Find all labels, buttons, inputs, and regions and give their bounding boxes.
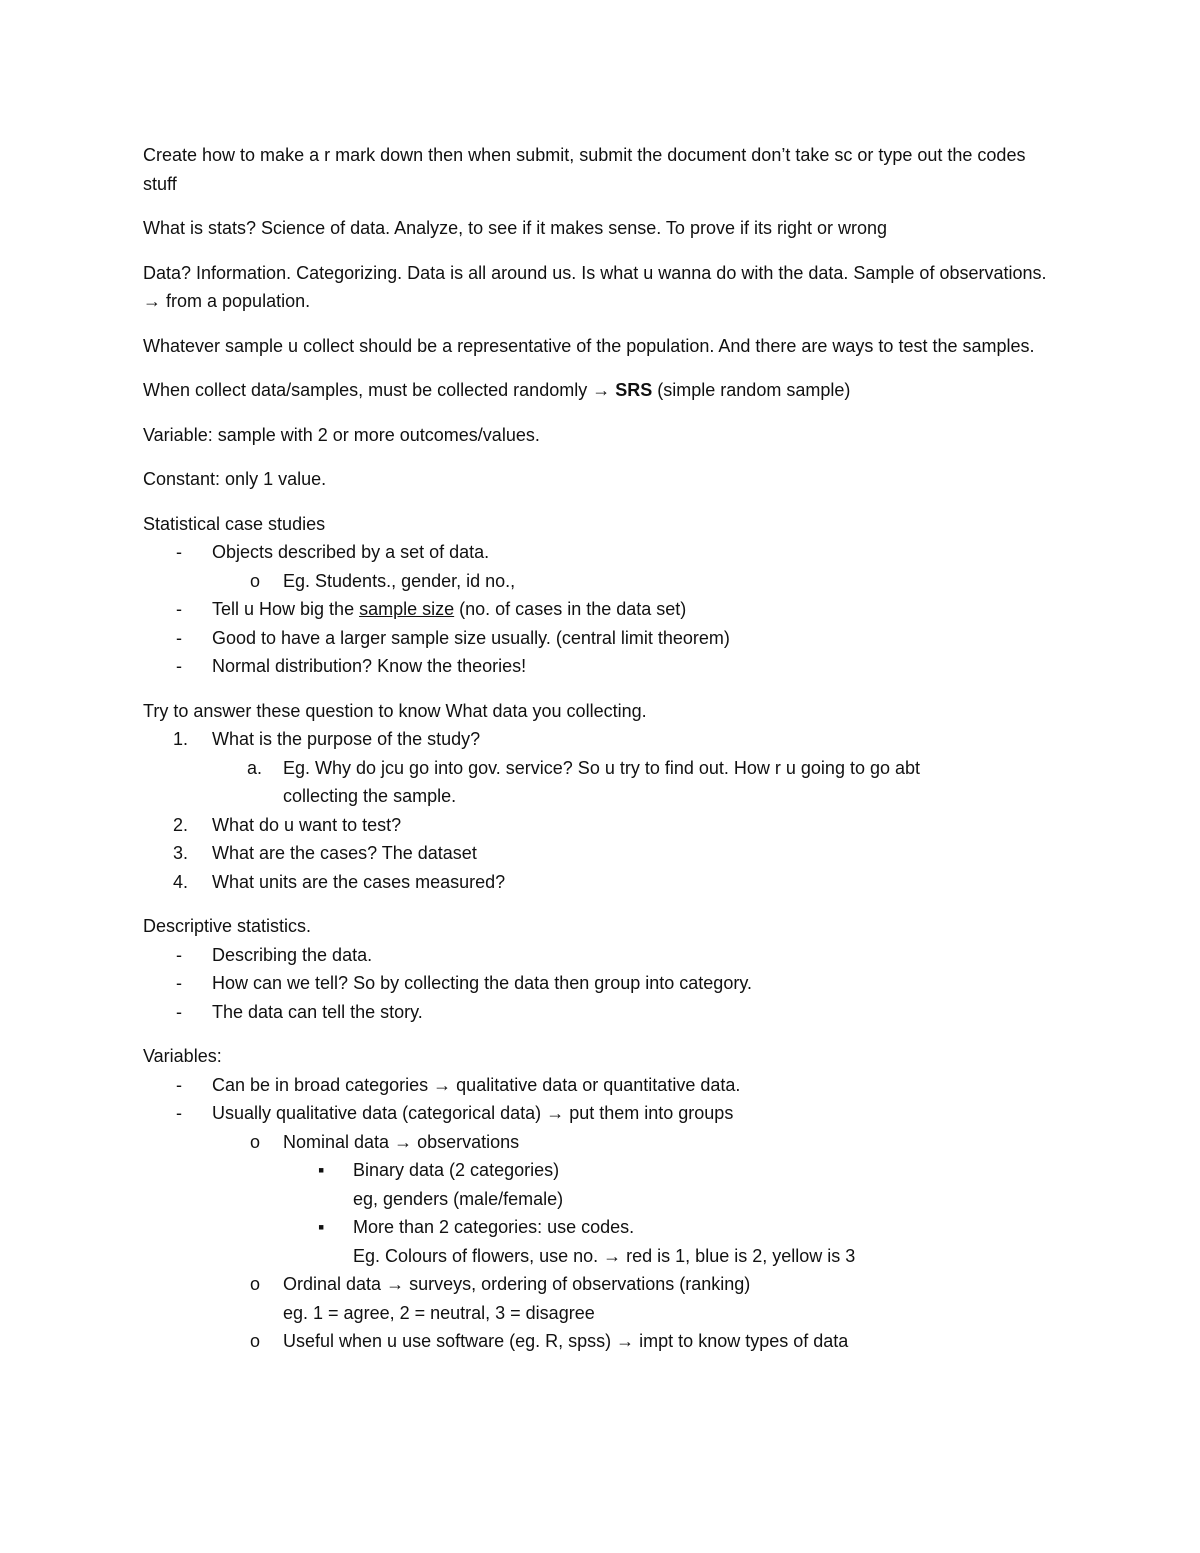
arrow-right-icon: → bbox=[386, 1274, 405, 1294]
dash-bullet-icon: - bbox=[176, 599, 182, 619]
list-item-text: put them into groups bbox=[569, 1103, 734, 1123]
list-item-text: surveys, ordering of observations (ranking) bbox=[409, 1274, 751, 1294]
list-item-text: Usually qualitative data (categorical data) bbox=[212, 1103, 542, 1123]
list-item-text: Normal distribution? Know the theories! bbox=[212, 656, 527, 676]
text: (simple random sample) bbox=[657, 380, 851, 400]
paragraph-rmarkdown-note: Create how to make a r mark down then when submit, submit the document don’t take sc or type out the codes stuff bbox=[143, 145, 1026, 194]
list-item-text: Good to have a larger sample size usually. (central limit theorem) bbox=[212, 627, 730, 648]
document-body bbox=[143, 141, 1063, 1356]
paragraph-what-is-stats: What is stats? Science of data. Analyze, to see if it makes sense. To prove if its right or wrong bbox=[143, 218, 888, 238]
list-item bbox=[143, 941, 1063, 970]
list-item bbox=[143, 1156, 1063, 1185]
heading-questions: Try to answer these question to know What data you collecting. bbox=[143, 700, 647, 721]
list-item-text: Tell u How big the bbox=[212, 599, 355, 619]
list-item bbox=[143, 567, 1063, 596]
list-item bbox=[143, 538, 1063, 567]
list-item-continuation: collecting the sample. bbox=[283, 786, 457, 806]
list-item bbox=[143, 725, 1063, 754]
list-item-text: More than 2 categories: use codes. bbox=[353, 1217, 635, 1237]
list-item bbox=[143, 868, 1063, 897]
list-item-continuation: eg, genders (male/female) bbox=[353, 1188, 564, 1209]
list-item-text: What units are the cases measured? bbox=[212, 871, 506, 892]
dash-bullet-icon: - bbox=[176, 973, 182, 993]
list-item-text: Useful when u use software (eg. R, spss) bbox=[283, 1331, 612, 1351]
list-item-text: red is 1, blue is 2, yellow is 3 bbox=[626, 1245, 856, 1266]
circle-bullet-icon: o bbox=[250, 1274, 261, 1294]
list-number: 4. bbox=[173, 871, 189, 892]
list-item bbox=[143, 1327, 1063, 1356]
paragraph-representative-sample: Whatever sample u collect should be a representative of the population. And there are ways to test the samples. bbox=[143, 335, 1035, 356]
list-item-text: impt to know types of data bbox=[639, 1331, 849, 1351]
list-item-text: observations bbox=[417, 1131, 520, 1152]
paragraph-variable-definition: Variable: sample with 2 or more outcomes/values. bbox=[143, 424, 540, 445]
dash-bullet-icon: - bbox=[176, 1001, 182, 1022]
list-item bbox=[143, 754, 1063, 783]
bold-term-srs: SRS bbox=[615, 380, 653, 400]
circle-bullet-icon: o bbox=[250, 1331, 261, 1351]
paragraph-data-definition bbox=[143, 259, 1063, 316]
list-item-text: (no. of cases in the data set) bbox=[459, 599, 687, 619]
list-item-text: The data can tell the story. bbox=[212, 1001, 423, 1022]
list-item-text: qualitative data or quantitative data. bbox=[456, 1074, 741, 1095]
list-number: 3. bbox=[173, 843, 189, 863]
arrow-right-icon: → bbox=[546, 1103, 565, 1123]
arrow-right-icon: → bbox=[592, 380, 611, 400]
arrow-right-icon: → bbox=[433, 1074, 452, 1095]
list-item bbox=[143, 839, 1063, 868]
list-item-text: What do u want to test? bbox=[212, 814, 402, 835]
heading-variables: Variables: bbox=[143, 1046, 222, 1066]
text: When collect data/samples, must be collected randomly bbox=[143, 380, 588, 400]
arrow-right-icon: → bbox=[394, 1131, 413, 1152]
circle-bullet-icon: o bbox=[250, 570, 261, 591]
text: Data? Information. Categorizing. Data is all around us. Is what u wanna do with the data. Sample of observations. bbox=[143, 262, 1047, 283]
list-item bbox=[143, 624, 1063, 653]
list-item bbox=[143, 1071, 1063, 1100]
list-item bbox=[143, 811, 1063, 840]
list-item bbox=[143, 1099, 1063, 1128]
list-item-text: Ordinal data bbox=[283, 1274, 382, 1294]
arrow-right-icon: → bbox=[143, 291, 161, 311]
list-item bbox=[143, 1128, 1063, 1157]
paragraph-constant-definition: Constant: only 1 value. bbox=[143, 469, 327, 489]
dash-bullet-icon: - bbox=[176, 1103, 182, 1123]
list-item bbox=[143, 595, 1063, 624]
list-item-text: Binary data (2 categories) bbox=[353, 1160, 560, 1180]
square-bullet-icon: ▪ bbox=[318, 1217, 325, 1237]
list-item bbox=[143, 969, 1063, 998]
heading-case-studies: Statistical case studies bbox=[143, 513, 326, 534]
list-item bbox=[143, 652, 1063, 681]
list-item bbox=[143, 1213, 1063, 1242]
list-item bbox=[143, 1270, 1063, 1299]
list-item-text: Can be in broad categories bbox=[212, 1074, 429, 1095]
list-number: 1. bbox=[173, 729, 189, 749]
paragraph-random-collection bbox=[143, 376, 1063, 405]
list-item-text: What is the purpose of the study? bbox=[212, 729, 481, 749]
list-letter: a. bbox=[247, 757, 263, 778]
list-item-text: Eg. Students., gender, id no., bbox=[283, 570, 516, 591]
list-item-text: Describing the data. bbox=[212, 944, 373, 965]
list-item-text: Nominal data bbox=[283, 1131, 390, 1152]
dash-bullet-icon: - bbox=[176, 656, 182, 676]
underlined-term-sample-size: sample size bbox=[359, 599, 455, 619]
circle-bullet-icon: o bbox=[250, 1131, 261, 1152]
list-item bbox=[143, 998, 1063, 1027]
dash-bullet-icon: - bbox=[176, 1074, 182, 1095]
list-item-text: Eg. Why do jcu go into gov. service? So u try to find out. How r u going to go abt bbox=[283, 757, 921, 778]
list-item-continuation bbox=[143, 1242, 1063, 1271]
list-item-text: Objects described by a set of data. bbox=[212, 542, 490, 562]
arrow-right-icon: → bbox=[616, 1331, 635, 1351]
list-item-text: How can we tell? So by collecting the data then group into category. bbox=[212, 973, 752, 993]
heading-descriptive-statistics: Descriptive statistics. bbox=[143, 916, 312, 936]
list-item-continuation: eg. 1 = agree, 2 = neutral, 3 = disagree bbox=[283, 1302, 595, 1323]
dash-bullet-icon: - bbox=[176, 542, 182, 562]
list-item-text: What are the cases? The dataset bbox=[212, 843, 477, 863]
text: from a population. bbox=[166, 291, 311, 311]
list-item-text: Eg. Colours of flowers, use no. bbox=[353, 1245, 599, 1266]
dash-bullet-icon: - bbox=[176, 627, 182, 648]
arrow-right-icon: → bbox=[603, 1245, 622, 1266]
dash-bullet-icon: - bbox=[176, 944, 182, 965]
square-bullet-icon: ▪ bbox=[318, 1160, 325, 1180]
list-number: 2. bbox=[173, 814, 189, 835]
